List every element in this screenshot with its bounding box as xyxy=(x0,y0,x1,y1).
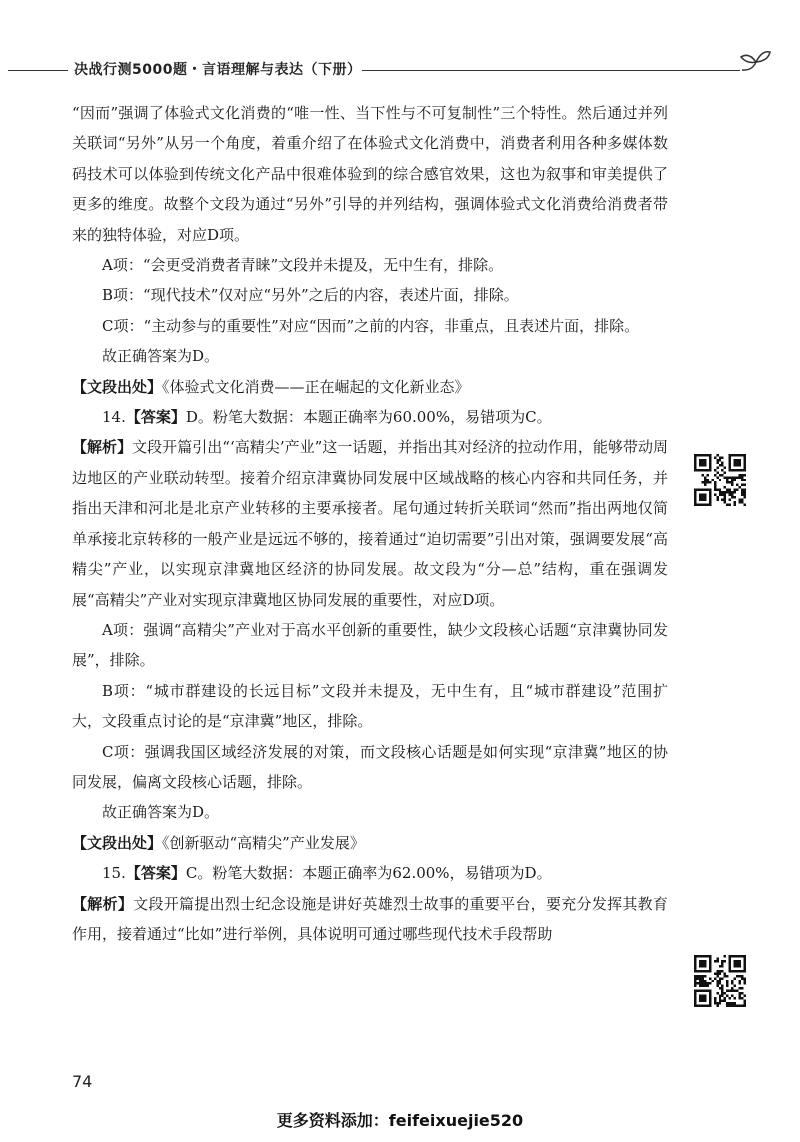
option-a-analysis xyxy=(72,615,668,676)
analysis-text: 文段开篇引出“‘高精尖’产业”这一话题，并指出其对经济的拉动作用，能够带动周边地区的产业联动转型。接着介绍京津冀协同发展中区域战略的核心内容和共同任务，并指出天津和河北是北京产业转移的主要承接者。尾句通过转折关联词“然而”指出两地仅简单承接北京转移的一般产业是远远不够的，接着通过“迫切需要”引出对策，强调要发展“高精尖”产业，以实现京津冀地区经济的协同发展。故文段为“分—总”结构，重在强调发展“高精尖”产业对实现京津冀地区协同发展的重要性，对应D项。 xyxy=(72,438,668,609)
running-header xyxy=(0,58,800,84)
source-line xyxy=(72,372,668,402)
option-c-analysis xyxy=(72,311,668,341)
answer-tag: 【答案】 xyxy=(125,408,186,427)
qr-code-icon xyxy=(694,955,746,1007)
paragraph-text: C项：强调我国区域经济发展的对策，而文段核心话题是如何实现“京津冀”地区的协同发展，偏离文段核心话题，排除。 xyxy=(72,742,668,791)
book-title: 决战行测5000题・言语理解与表达（下册） xyxy=(74,62,362,78)
source-tag: 【文段出处】 xyxy=(72,833,163,852)
paragraph-text: C项：“主动参与的重要性”对应“因而”之前的内容，非重点，且表述片面，排除。 xyxy=(102,316,640,335)
answer-tag: 【答案】 xyxy=(125,864,186,883)
analysis-tag: 【解析】 xyxy=(72,894,134,913)
sprout-icon xyxy=(738,44,772,76)
analysis-14 xyxy=(72,432,668,614)
paragraph-text: “因而”强调了体验式文化消费的“唯一性、当下性与不可复制性”三个特性。然后通过并列关联词“另外”从另一个角度，着重介绍了在体验式文化消费中，消费者利用各种多媒体数码技术可以体验到传统文化产品中很难体验到的综合感官效果，这也为叙事和审美提供了更多的维度。故整个文段为通过“另外”引导的并列结构，强调体验式文化消费给消费者带来的独特体验，对应D项。 xyxy=(72,104,668,244)
analysis-15 xyxy=(72,889,668,950)
answer-text: C。粉笔大数据：本题正确率为62.00%，易错项为D。 xyxy=(185,864,552,883)
paragraph-text: 故正确答案为D。 xyxy=(102,803,220,822)
paragraph-text: B项：“现代技术”仅对应“另外”之后的内容，表述片面，排除。 xyxy=(102,286,519,305)
footer-note: 更多资料添加：feifeixuejie520 xyxy=(276,1111,524,1130)
answer-statement xyxy=(72,797,668,827)
source-line xyxy=(72,828,668,858)
qr-code-14[interactable] xyxy=(694,454,746,506)
answer-14 xyxy=(72,402,668,432)
header-rule-left xyxy=(8,70,68,71)
question-number: 14. xyxy=(102,408,126,427)
analysis-tag: 【解析】 xyxy=(72,438,133,457)
paragraph-continuation xyxy=(72,98,668,250)
source-title: 《体验式文化消费——正在崛起的文化新业态》 xyxy=(162,377,470,396)
paragraph-text: A项：“会更受消费者青睐”文段并未提及，无中生有，排除。 xyxy=(102,256,504,275)
question-number: 15. xyxy=(102,864,126,883)
source-title: 《创新驱动“高精尖”产业发展》 xyxy=(162,833,365,852)
header-rule-right xyxy=(362,70,740,71)
page-body xyxy=(72,98,668,949)
option-a-analysis xyxy=(72,250,668,280)
option-b-analysis xyxy=(72,280,668,310)
source-tag: 【文段出处】 xyxy=(72,377,163,396)
qr-code-15[interactable] xyxy=(694,955,746,1007)
answer-text: D。粉笔大数据：本题正确率为60.00%，易错项为C。 xyxy=(185,408,552,427)
option-c-analysis xyxy=(72,737,668,798)
qr-code-icon xyxy=(694,454,746,506)
analysis-text: 文段开篇提出烈士纪念设施是讲好英雄烈士故事的重要平台，要充分发挥其教育作用，接着通过“比如”进行举例，具体说明可通过哪些现代技术手段帮助 xyxy=(72,894,668,943)
page-number: 74 xyxy=(72,1072,93,1091)
answer-15 xyxy=(72,858,668,888)
paragraph-text: A项：强调“高精尖”产业对于高水平创新的重要性，缺少文段核心话题“京津冀协同发展”，排除。 xyxy=(72,620,668,670)
paragraph-text: 故正确答案为D。 xyxy=(102,347,220,366)
paragraph-text: B项：“城市群建设的长远目标”文段并未提及，无中生有，且“城市群建设”范围扩大，文段重点讨论的是“京津冀”地区，排除。 xyxy=(72,681,668,731)
option-b-analysis xyxy=(72,676,668,737)
answer-statement xyxy=(72,341,668,371)
